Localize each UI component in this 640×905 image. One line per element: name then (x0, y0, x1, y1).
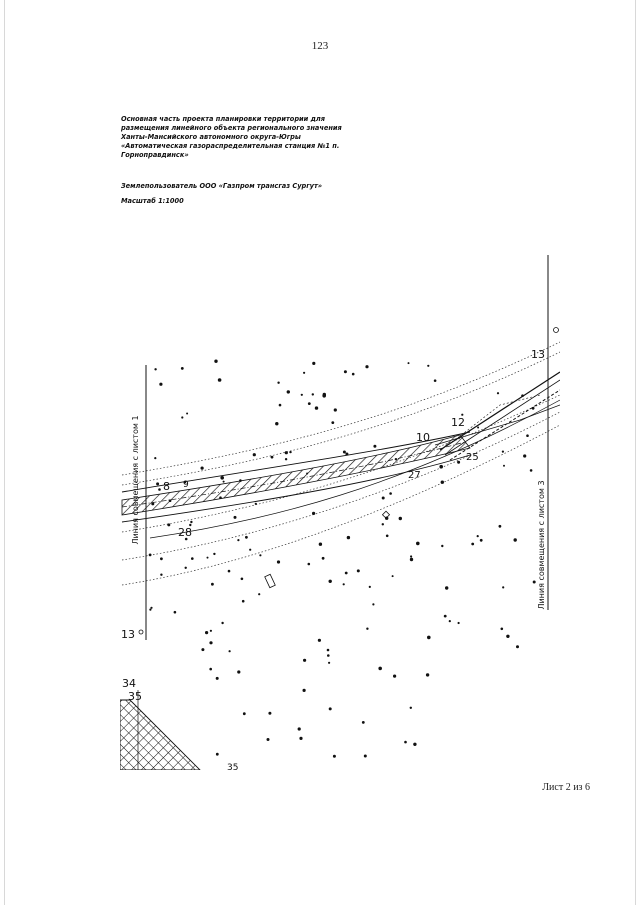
match-line-left-label: Линия совмещения с листом 1 (131, 415, 140, 545)
survey-point (378, 667, 382, 671)
survey-point (357, 569, 360, 572)
survey-point (181, 367, 184, 370)
survey-point (441, 481, 444, 484)
survey-point (154, 457, 156, 459)
survey-point (160, 557, 163, 560)
survey-point (329, 707, 332, 710)
survey-point (306, 473, 308, 475)
survey-point (533, 581, 536, 584)
survey-point (218, 378, 222, 382)
survey-point (497, 392, 499, 394)
survey-point (241, 578, 244, 581)
survey-point (410, 707, 412, 709)
survey-point (389, 492, 392, 495)
survey-point (237, 539, 239, 541)
survey-point (506, 635, 509, 638)
survey-point (457, 461, 460, 464)
survey-point (237, 670, 240, 673)
survey-point (275, 422, 278, 425)
survey-point (154, 368, 156, 370)
survey-point (201, 467, 204, 470)
survey-point (228, 570, 231, 573)
point-label-27: 27 (408, 470, 421, 481)
survey-point (149, 554, 152, 557)
benchmark-symbol (139, 630, 143, 634)
survey-point (327, 654, 330, 657)
survey-point (439, 465, 443, 469)
survey-point (211, 583, 214, 586)
hatched-area-lower (120, 700, 200, 770)
survey-point (279, 404, 282, 407)
survey-point (213, 553, 215, 555)
survey-point (174, 611, 177, 614)
survey-point (289, 451, 291, 453)
survey-point (209, 668, 212, 671)
pipeline-branch-3 (450, 390, 560, 460)
survey-point (312, 393, 314, 395)
survey-point (253, 453, 256, 456)
survey-point (523, 454, 526, 457)
survey-point (216, 677, 219, 680)
sheet-number: Лист 2 из 6 (542, 782, 590, 793)
survey-point (345, 572, 348, 575)
survey-point (502, 586, 504, 588)
survey-point (209, 641, 212, 644)
survey-point (373, 445, 376, 448)
scale-label: Масштаб 1:1000 (121, 197, 184, 205)
survey-point (221, 622, 223, 624)
survey-point (521, 394, 524, 397)
survey-point (285, 458, 287, 460)
survey-point (298, 727, 301, 730)
survey-point (271, 456, 274, 459)
survey-point (480, 539, 483, 542)
benchmark-symbol-2 (554, 328, 559, 333)
survey-point (426, 673, 429, 676)
survey-point (427, 636, 431, 640)
survey-point (223, 481, 225, 483)
survey-point (158, 488, 161, 491)
survey-point (501, 628, 504, 631)
survey-point (220, 476, 224, 480)
survey-point (234, 516, 237, 519)
survey-point (444, 615, 447, 618)
survey-point (323, 393, 326, 396)
survey-point (514, 538, 517, 541)
survey-point (345, 453, 348, 456)
survey-point (366, 628, 368, 630)
survey-point (372, 603, 374, 605)
survey-point (328, 662, 330, 664)
survey-point (477, 427, 479, 429)
survey-point (329, 580, 332, 583)
survey-point (181, 416, 183, 418)
point-label-35: 35 (128, 690, 142, 703)
survey-point (477, 535, 479, 537)
survey-point (239, 479, 242, 482)
survey-point (347, 536, 350, 539)
survey-point (441, 545, 443, 547)
survey-point (303, 689, 306, 692)
survey-point (169, 499, 172, 502)
survey-point (386, 535, 389, 538)
survey-point (532, 407, 535, 410)
survey-point (369, 586, 371, 588)
survey-point (249, 549, 251, 551)
survey-point (245, 536, 248, 539)
point-label-13-left: 13 (121, 628, 135, 641)
land-user: Землепользователь ООО «Газпром трансгаз Сургут» (121, 182, 323, 190)
survey-point (277, 382, 279, 384)
survey-point (255, 503, 257, 505)
point-label-9: 9 (183, 480, 189, 490)
survey-point (308, 402, 311, 405)
survey-point (364, 755, 367, 758)
survey-point (416, 542, 420, 546)
page-number: 123 (311, 40, 329, 52)
survey-point (159, 383, 162, 386)
survey-point (382, 523, 384, 525)
point-label-10: 10 (416, 431, 430, 444)
survey-point (219, 496, 222, 499)
match-line-right-label: Линия совмещения с листом 3 (537, 480, 546, 610)
survey-point (190, 521, 192, 523)
survey-point (205, 631, 208, 634)
survey-point (410, 555, 412, 557)
survey-point (287, 390, 290, 393)
corridor-edge-lower (122, 455, 470, 522)
survey-point (344, 370, 347, 373)
survey-point (382, 497, 385, 500)
survey-point (434, 379, 437, 382)
survey-point (242, 600, 245, 603)
survey-point (185, 567, 187, 569)
survey-point (334, 408, 337, 411)
survey-point (449, 620, 451, 622)
survey-point (352, 373, 355, 376)
survey-point (322, 557, 325, 560)
survey-point (392, 575, 394, 577)
point-label-34: 34 (122, 677, 136, 690)
survey-point (156, 482, 159, 485)
survey-point (150, 607, 152, 609)
survey-point (333, 755, 336, 758)
survey-point (268, 712, 271, 715)
survey-point (393, 675, 396, 678)
survey-point (214, 360, 217, 363)
document-title: Основная часть проекта планировки территории для размещения линейного объекта регионального значения Ханты-Мансийского автономного округа-Югры «Автоматическая газораспределительная станция №1 п. Горноправдинск» (121, 115, 342, 159)
survey-point (404, 741, 407, 744)
survey-point (299, 737, 302, 740)
point-label-8: 8 (163, 480, 170, 493)
survey-point (191, 557, 194, 560)
point-label-12: 12 (451, 416, 465, 429)
survey-point (413, 743, 416, 746)
survey-point (210, 630, 212, 632)
survey-point (502, 451, 504, 453)
survey-point (318, 639, 321, 642)
survey-point (243, 712, 246, 715)
survey-point (229, 650, 231, 652)
survey-point (408, 362, 410, 364)
survey-point (526, 434, 529, 437)
survey-point (458, 622, 460, 624)
survey-point (395, 458, 397, 460)
survey-point (267, 738, 270, 741)
structure-symbol (265, 574, 276, 587)
point-label-13-top: 13 (531, 348, 545, 361)
survey-point (303, 372, 305, 374)
survey-point (312, 512, 315, 515)
survey-point (327, 649, 330, 652)
point-label-28: 28 (178, 526, 192, 539)
survey-point (277, 560, 280, 563)
survey-point (503, 465, 505, 467)
corridor-line-bottom-3 (122, 425, 560, 585)
survey-point (331, 421, 334, 424)
survey-point (167, 523, 170, 526)
survey-point (530, 469, 533, 472)
survey-point (471, 543, 474, 546)
survey-point (410, 558, 413, 561)
survey-point (258, 593, 260, 595)
survey-point (186, 413, 188, 415)
corridor-line-top (122, 342, 560, 475)
survey-point (445, 586, 448, 589)
survey-point (160, 574, 162, 576)
survey-points (149, 360, 536, 758)
survey-point (312, 362, 315, 365)
survey-point (308, 563, 311, 566)
survey-point (499, 525, 502, 528)
survey-point (207, 557, 209, 559)
survey-point (259, 554, 261, 556)
survey-point (301, 394, 303, 396)
survey-point (216, 753, 219, 756)
survey-point (315, 406, 318, 409)
survey-point (201, 648, 204, 651)
survey-point (365, 365, 368, 368)
point-label-35-bottom: 35 (227, 763, 239, 773)
survey-point (319, 543, 322, 546)
survey-point (362, 721, 365, 724)
survey-point (427, 365, 429, 367)
survey-point (343, 583, 345, 585)
survey-point (399, 517, 402, 520)
survey-point (303, 659, 306, 662)
survey-point (285, 451, 288, 454)
survey-point (343, 451, 346, 454)
point-label-25: 25 (466, 452, 479, 463)
survey-point (151, 502, 154, 505)
survey-point (516, 645, 519, 648)
